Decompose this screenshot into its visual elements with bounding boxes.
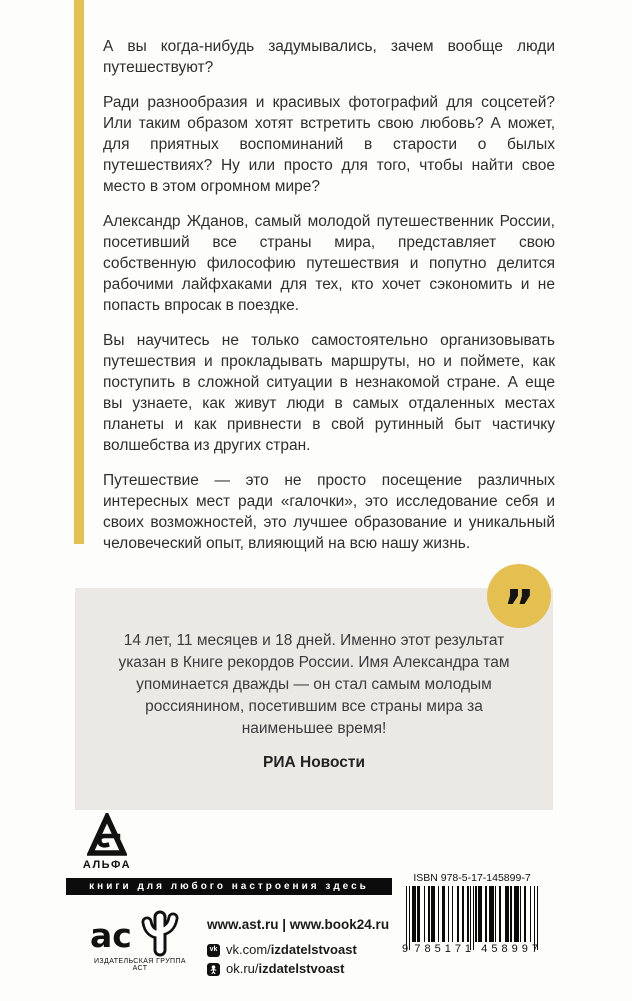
isbn-block xyxy=(398,872,546,955)
vk-link-row xyxy=(207,942,389,958)
blurb-paragraph: Путешествие — это не просто посещение различных интересных мест ради «галочки», это исследование себя и своих возможностей, это лучшее образование и уникальный человеческий опыт, влияющий на всю нашу жизнь. xyxy=(103,472,555,552)
blurb-text xyxy=(103,36,555,568)
ast-cactus-icon xyxy=(90,897,190,957)
yellow-accent-stripe xyxy=(74,0,84,544)
publisher-websites: www.ast.ru | www.book24.ru xyxy=(207,917,390,932)
blurb-paragraph: Вы научитесь не только самостоятельно организовывать путешествия и прокладывать маршруты, но и поймете, как поступить в сложной ситуации в незнакомой стране. А еще вы узнаете, как живут люди в самых отдаленных местах планеты и как привнести в свой рутинный быт частичку волшебства из других стран. xyxy=(103,332,555,454)
ok-link: ok.ru/izdatelstvoast xyxy=(226,961,345,976)
alpha-triangle-icon xyxy=(87,813,127,857)
press-quote-attribution: РИА Новости xyxy=(263,754,365,771)
publisher-links xyxy=(207,917,389,977)
alpha-publisher-logo xyxy=(76,813,138,871)
barcode-digits xyxy=(402,943,542,955)
blurb-paragraph: А вы когда-нибудь задумывались, зачем вообще люди путешествуют? xyxy=(103,38,555,76)
vk-link: vk.com/izdatelstvoast xyxy=(226,942,357,957)
blurb-paragraph: Ради разнообразия и красивых фотографий для соцсетей? Или таким образом хотят встретить свою любовь? А может, для приятных воспоминаний в старости о былых путешествиях? Ну или просто для того, чтобы найти свое место в этом огромном мире? xyxy=(103,94,555,195)
alpha-logo-label: АЛЬФА xyxy=(82,859,132,871)
slogan-bar: книги для любого настроения здесь xyxy=(66,878,392,895)
barcode xyxy=(398,886,546,950)
isbn-number: ISBN 978-5-17-145899-7 xyxy=(413,872,531,884)
barcode-digits-right: 458997 xyxy=(481,943,542,955)
svg-text:ас: ас xyxy=(90,916,132,955)
quote-badge xyxy=(487,564,551,628)
ast-logo-label: ИЗДАТЕЛЬСКАЯ ГРУППА АСТ xyxy=(94,958,186,972)
vk-icon: vk xyxy=(207,944,220,957)
ok-link-row xyxy=(207,961,389,977)
ast-publisher-logo xyxy=(86,897,194,972)
ok-icon xyxy=(207,963,220,976)
quote-icon: ” xyxy=(503,580,535,628)
barcode-digit-first: 9 xyxy=(402,943,409,955)
press-quote-box xyxy=(75,588,553,810)
press-quote-text: 14 лет, 11 месяцев и 18 дней. Именно этот результат указан в Книге рекордов России. Имя Александра там упоминается дважды — он стал самым молодым россиянином, посетившим все страны мира за наименьшее время! xyxy=(118,632,510,737)
blurb-paragraph: Александр Жданов, самый молодой путешественник России, посетивший все страны мира, представляет свою собственную философию путешествия и попутно делится рабочими лайфхаками для тех, кто хочет сэкономить и не попасть впросак в поездке. xyxy=(103,213,555,314)
barcode-digits-left: 785171 xyxy=(414,943,476,955)
